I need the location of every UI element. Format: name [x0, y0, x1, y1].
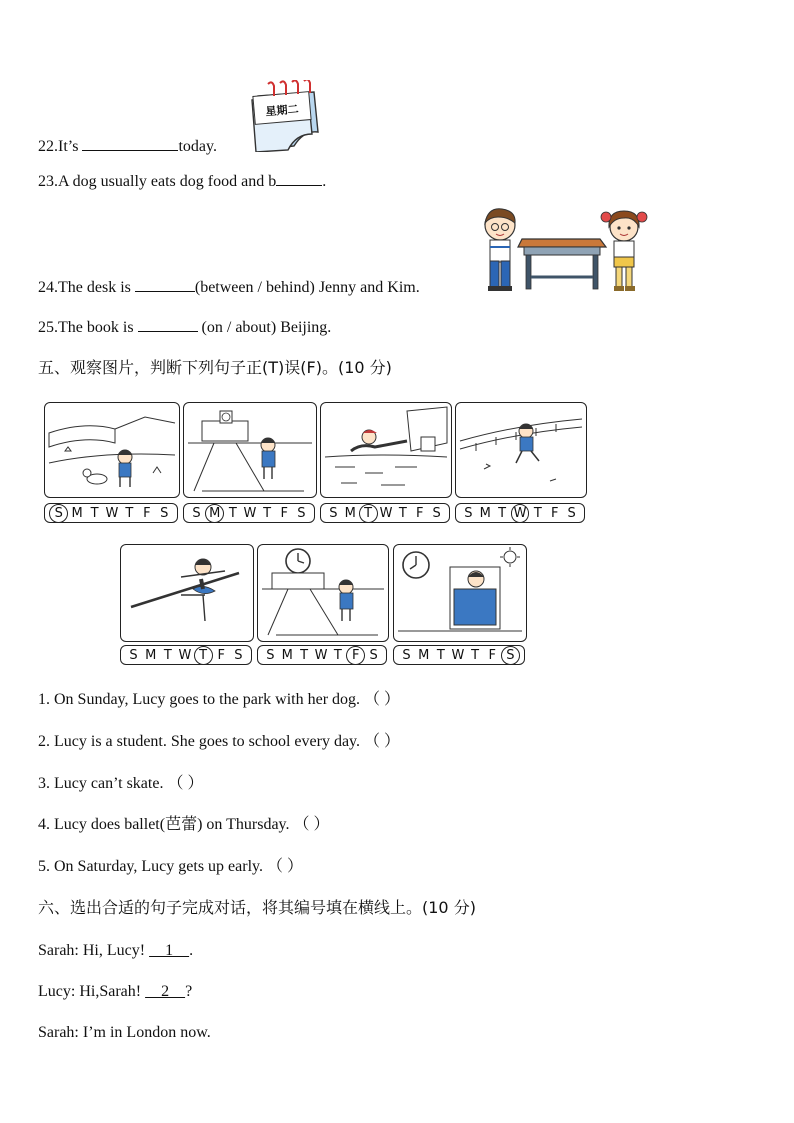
day-t: T — [533, 505, 542, 521]
day-w: W — [511, 504, 530, 523]
statement-text: 4. Lucy does ballet(芭蕾) on Thursday. — [38, 816, 290, 833]
day-t: T — [498, 505, 507, 521]
answer-parentheses[interactable]: （ ） — [167, 775, 204, 792]
panel-ballet — [120, 544, 254, 642]
q23-answer-blank[interactable] — [276, 171, 322, 186]
statement-text: 5. On Saturday, Lucy gets up early. — [38, 858, 263, 875]
day-t: T — [471, 647, 480, 663]
q22-answer-blank[interactable] — [82, 136, 178, 151]
desk-between-children-picture — [478, 205, 650, 293]
answer-parentheses[interactable]: （ ） — [293, 816, 330, 833]
q24-text: 24.The desk is — [38, 279, 135, 296]
day-s: S — [464, 505, 473, 521]
panel-sleeping — [393, 544, 527, 642]
day-t: T — [263, 505, 272, 521]
day-f: F — [415, 505, 424, 521]
days-panel-1 — [44, 503, 178, 523]
day-t: T — [163, 647, 172, 663]
day-s: S — [432, 505, 441, 521]
dialogue-text-end: . — [189, 942, 194, 959]
day-s: S — [129, 647, 138, 663]
q22-text: 22.It’s — [38, 138, 83, 155]
days-panel-4 — [455, 503, 585, 523]
day-f: F — [280, 505, 288, 521]
panel-school — [183, 402, 317, 498]
day-s: S — [234, 647, 243, 663]
statement-4 — [38, 815, 330, 835]
day-s: S — [266, 647, 275, 663]
day-s: S — [501, 646, 520, 665]
panel-swimming — [320, 402, 452, 498]
days-panel-6 — [257, 645, 387, 665]
statement-3 — [38, 774, 203, 794]
day-w: W — [379, 505, 393, 521]
panel-park — [44, 402, 180, 498]
day-m: M — [418, 647, 430, 663]
day-s: S — [567, 505, 576, 521]
q25-text: 25.The book is — [38, 319, 138, 336]
day-t: T — [300, 647, 309, 663]
day-s: S — [160, 505, 169, 521]
day-m: M — [344, 505, 356, 521]
statement-text: 2. Lucy is a student. She goes to school every day. — [38, 733, 361, 750]
day-m: M — [145, 647, 157, 663]
dialogue-line-2 — [38, 982, 192, 1002]
answer-parentheses[interactable]: （ ） — [364, 691, 401, 708]
day-f: F — [143, 505, 151, 521]
day-t: T — [90, 505, 99, 521]
statement-1 — [38, 690, 400, 710]
day-f: F — [488, 647, 496, 663]
panel-school-clock — [257, 544, 389, 642]
dialogue-line-3 — [38, 1023, 211, 1043]
statement-5 — [38, 857, 303, 877]
q24-text-end: (between / behind) Jenny and Kim. — [194, 279, 420, 296]
day-w: W — [314, 647, 328, 663]
day-s: S — [297, 505, 306, 521]
section-6-title: 六、选出合适的句子完成对话，将其编号填在横线上。(10 分) — [38, 898, 476, 917]
question-23 — [38, 171, 326, 192]
calendar-label: 星期二 — [265, 102, 300, 119]
day-t: T — [333, 647, 342, 663]
section-5-title: 五、观察图片，判断下列句子正(T)误(F)。(10 分) — [38, 358, 392, 377]
day-w: W — [178, 647, 192, 663]
dialogue-line-1 — [38, 941, 193, 961]
day-s: S — [329, 505, 338, 521]
answer-parentheses[interactable]: （ ） — [266, 858, 303, 875]
day-s: S — [402, 647, 411, 663]
day-s: S — [49, 504, 68, 523]
day-w: W — [105, 505, 119, 521]
day-t: T — [194, 646, 213, 665]
question-22 — [38, 136, 217, 157]
days-panel-2 — [183, 503, 315, 523]
day-m: M — [205, 504, 224, 523]
day-t: T — [228, 505, 237, 521]
panel-skating — [455, 402, 587, 498]
dialogue-blank-1[interactable]: 1 — [149, 942, 190, 959]
dialogue-text: Sarah: I’m in London now. — [38, 1024, 211, 1041]
q25-text-end: (on / about) Beijing. — [197, 319, 332, 336]
days-panel-5 — [120, 645, 252, 665]
day-s: S — [369, 647, 378, 663]
day-m: M — [281, 647, 293, 663]
q22-text-end: today. — [178, 138, 217, 155]
q23-text-end: . — [322, 173, 327, 190]
day-w: W — [451, 647, 465, 663]
day-w: W — [243, 505, 257, 521]
day-m: M — [71, 505, 83, 521]
dialogue-text: Lucy: Hi,Sarah! — [38, 983, 146, 1000]
dialogue-text-end: ? — [185, 983, 193, 1000]
statement-text: 1. On Sunday, Lucy goes to the park with her dog. — [38, 691, 361, 708]
day-m: M — [479, 505, 491, 521]
q23-text: 23.A dog usually eats dog food and b — [38, 173, 277, 190]
days-panel-3 — [320, 503, 450, 523]
calendar-picture — [244, 80, 322, 152]
q24-answer-blank[interactable] — [135, 277, 195, 292]
q25-answer-blank[interactable] — [138, 317, 198, 332]
day-f: F — [346, 646, 365, 665]
day-t: T — [125, 505, 134, 521]
day-f: F — [550, 505, 559, 521]
day-f: F — [217, 647, 225, 663]
question-24 — [38, 277, 420, 298]
answer-parentheses[interactable]: （ ） — [364, 733, 401, 750]
dialogue-text: Sarah: Hi, Lucy! — [38, 942, 150, 959]
question-25 — [38, 317, 331, 338]
dialogue-blank-2[interactable]: 2 — [145, 983, 186, 1000]
day-t: T — [398, 505, 407, 521]
statement-text: 3. Lucy can’t skate. — [38, 775, 164, 792]
statement-2 — [38, 732, 400, 752]
day-s: S — [192, 505, 201, 521]
days-panel-7 — [393, 645, 525, 665]
day-t: T — [436, 647, 445, 663]
day-t: T — [359, 504, 378, 523]
